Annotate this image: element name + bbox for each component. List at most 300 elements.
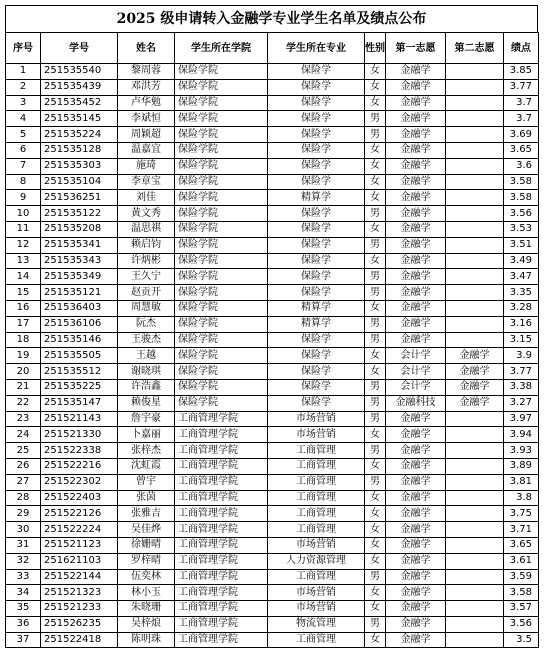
table-row <box>6 458 539 474</box>
cell-major: 保险学 <box>268 253 365 269</box>
cell-name: 赖俊星 <box>118 395 175 411</box>
cell-seq: 34 <box>6 585 41 601</box>
cell-first-choice: 金融学 <box>386 174 446 190</box>
cell-name: 詹宇豪 <box>118 411 175 427</box>
cell-name: 施琦 <box>118 158 175 174</box>
cell-gender: 男 <box>365 411 386 427</box>
cell-seq: 3 <box>6 95 41 111</box>
cell-college: 保险学院 <box>175 269 268 285</box>
cell-second-choice <box>446 332 504 348</box>
cell-college: 保险学院 <box>175 79 268 95</box>
cell-name: 卜嘉丽 <box>118 427 175 443</box>
cell-seq: 19 <box>6 348 41 364</box>
table-row <box>6 569 539 585</box>
cell-gender: 男 <box>365 569 386 585</box>
cell-seq: 9 <box>6 190 41 206</box>
cell-second-choice <box>446 411 504 427</box>
cell-college: 保险学院 <box>175 332 268 348</box>
cell-major: 工商管理 <box>268 506 365 522</box>
cell-major: 保险学 <box>268 158 365 174</box>
cell-first-choice: 金融学 <box>386 474 446 490</box>
cell-first-choice: 金融学 <box>386 569 446 585</box>
cell-second-choice <box>446 506 504 522</box>
cell-college: 工商管理学院 <box>175 616 268 632</box>
cell-first-choice: 金融学 <box>386 616 446 632</box>
cell-first-choice: 金融学 <box>386 506 446 522</box>
cell-student-id: 251621103 <box>41 553 118 569</box>
cell-student-id: 251521233 <box>41 601 118 617</box>
cell-major: 保险学 <box>268 95 365 111</box>
cell-seq: 31 <box>6 537 41 553</box>
cell-name: 阮杰 <box>118 316 175 332</box>
cell-college: 保险学院 <box>175 64 268 80</box>
cell-college: 保险学院 <box>175 127 268 143</box>
cell-name: 张茵 <box>118 490 175 506</box>
cell-seq: 5 <box>6 127 41 143</box>
cell-second-choice <box>446 616 504 632</box>
cell-college: 工商管理学院 <box>175 443 268 459</box>
cell-second-choice <box>446 569 504 585</box>
table-row <box>6 490 539 506</box>
cell-college: 工商管理学院 <box>175 601 268 617</box>
cell-seq: 22 <box>6 395 41 411</box>
cell-second-choice <box>446 522 504 538</box>
cell-gender: 男 <box>365 269 386 285</box>
cell-student-id: 251535145 <box>41 111 118 127</box>
cell-gpa: 3.75 <box>504 506 539 522</box>
cell-gender: 女 <box>365 427 386 443</box>
cell-name: 李章宝 <box>118 174 175 190</box>
cell-student-id: 251536251 <box>41 190 118 206</box>
cell-name: 罗梓晴 <box>118 553 175 569</box>
cell-name: 朱晓珊 <box>118 601 175 617</box>
cell-first-choice: 金融学 <box>386 601 446 617</box>
cell-seq: 4 <box>6 111 41 127</box>
cell-second-choice <box>446 95 504 111</box>
cell-name: 王越 <box>118 348 175 364</box>
cell-seq: 17 <box>6 316 41 332</box>
cell-college: 保险学院 <box>175 111 268 127</box>
cell-gender: 女 <box>365 585 386 601</box>
cell-gpa: 3.85 <box>504 64 539 80</box>
cell-seq: 16 <box>6 300 41 316</box>
header-gpa: 绩点 <box>504 33 539 64</box>
cell-gpa: 3.81 <box>504 474 539 490</box>
cell-seq: 35 <box>6 601 41 617</box>
cell-gender: 女 <box>365 79 386 95</box>
table-row <box>6 237 539 253</box>
cell-college: 工商管理学院 <box>175 506 268 522</box>
cell-first-choice: 金融学 <box>386 458 446 474</box>
cell-gpa: 3.57 <box>504 601 539 617</box>
cell-major: 工商管理 <box>268 569 365 585</box>
cell-seq: 6 <box>6 142 41 158</box>
cell-first-choice: 金融学 <box>386 127 446 143</box>
cell-second-choice <box>446 174 504 190</box>
cell-major: 保险学 <box>268 364 365 380</box>
cell-seq: 28 <box>6 490 41 506</box>
table-row <box>6 221 539 237</box>
table-row <box>6 142 539 158</box>
cell-gender: 男 <box>365 285 386 301</box>
table-row <box>6 427 539 443</box>
cell-student-id: 251521143 <box>41 411 118 427</box>
cell-student-id: 251536106 <box>41 316 118 332</box>
cell-gpa: 3.97 <box>504 411 539 427</box>
table-row <box>6 285 539 301</box>
cell-seq: 15 <box>6 285 41 301</box>
cell-gender: 女 <box>365 537 386 553</box>
cell-gender: 女 <box>365 142 386 158</box>
cell-major: 市场营销 <box>268 601 365 617</box>
cell-major: 保险学 <box>268 111 365 127</box>
cell-second-choice <box>446 474 504 490</box>
cell-student-id: 251535122 <box>41 206 118 222</box>
cell-student-id: 251535128 <box>41 142 118 158</box>
cell-major: 精算学 <box>268 300 365 316</box>
cell-major: 保险学 <box>268 285 365 301</box>
header-student-id: 学号 <box>41 33 118 64</box>
cell-first-choice: 金融学 <box>386 64 446 80</box>
table-row <box>6 506 539 522</box>
cell-major: 市场营销 <box>268 427 365 443</box>
cell-college: 工商管理学院 <box>175 427 268 443</box>
cell-student-id: 251535208 <box>41 221 118 237</box>
cell-gpa: 3.59 <box>504 569 539 585</box>
cell-first-choice: 金融学 <box>386 585 446 601</box>
student-table <box>5 32 539 648</box>
cell-student-id: 251535452 <box>41 95 118 111</box>
cell-name: 李斌恒 <box>118 111 175 127</box>
cell-gender: 女 <box>365 632 386 648</box>
cell-gpa: 3.65 <box>504 537 539 553</box>
cell-college: 保险学院 <box>175 190 268 206</box>
cell-second-choice <box>446 127 504 143</box>
table-row <box>6 95 539 111</box>
cell-gender: 女 <box>365 158 386 174</box>
cell-first-choice: 金融学 <box>386 411 446 427</box>
cell-name: 张梓杰 <box>118 443 175 459</box>
cell-student-id: 251536403 <box>41 300 118 316</box>
cell-seq: 1 <box>6 64 41 80</box>
cell-major: 保险学 <box>268 79 365 95</box>
cell-college: 保险学院 <box>175 237 268 253</box>
cell-major: 保险学 <box>268 395 365 411</box>
cell-gpa: 3.93 <box>504 443 539 459</box>
cell-college: 保险学院 <box>175 379 268 395</box>
table-row <box>6 111 539 127</box>
cell-gender: 女 <box>365 364 386 380</box>
cell-first-choice: 金融学 <box>386 316 446 332</box>
cell-gpa: 3.53 <box>504 221 539 237</box>
cell-first-choice: 金融学 <box>386 206 446 222</box>
cell-gpa: 3.49 <box>504 253 539 269</box>
cell-seq: 27 <box>6 474 41 490</box>
cell-first-choice: 金融学 <box>386 490 446 506</box>
cell-seq: 20 <box>6 364 41 380</box>
cell-gender: 女 <box>365 458 386 474</box>
table-row <box>6 190 539 206</box>
cell-gpa: 3.38 <box>504 379 539 395</box>
cell-gpa: 3.56 <box>504 616 539 632</box>
cell-name: 王骏杰 <box>118 332 175 348</box>
cell-gpa: 3.9 <box>504 348 539 364</box>
cell-second-choice: 金融学 <box>446 395 504 411</box>
cell-first-choice: 金融学 <box>386 332 446 348</box>
cell-gender: 男 <box>365 443 386 459</box>
cell-major: 人力资源管理 <box>268 553 365 569</box>
cell-college: 保险学院 <box>175 253 268 269</box>
cell-seq: 25 <box>6 443 41 459</box>
cell-seq: 21 <box>6 379 41 395</box>
cell-first-choice: 金融学 <box>386 237 446 253</box>
cell-student-id: 251522216 <box>41 458 118 474</box>
header-row <box>6 33 539 64</box>
cell-second-choice <box>446 553 504 569</box>
cell-college: 保险学院 <box>175 95 268 111</box>
cell-first-choice: 会计学 <box>386 379 446 395</box>
cell-seq: 33 <box>6 569 41 585</box>
cell-second-choice <box>446 285 504 301</box>
cell-second-choice <box>446 427 504 443</box>
cell-first-choice: 金融学 <box>386 522 446 538</box>
header-major: 学生所在专业 <box>268 33 365 64</box>
cell-first-choice: 金融学 <box>386 269 446 285</box>
cell-seq: 29 <box>6 506 41 522</box>
cell-college: 保险学院 <box>175 364 268 380</box>
table-row <box>6 64 539 80</box>
table-row <box>6 443 539 459</box>
cell-major: 保险学 <box>268 142 365 158</box>
cell-name: 陈明珠 <box>118 632 175 648</box>
cell-major: 保险学 <box>268 206 365 222</box>
cell-first-choice: 金融学 <box>386 285 446 301</box>
cell-college: 保险学院 <box>175 395 268 411</box>
cell-gpa: 3.5 <box>504 632 539 648</box>
cell-first-choice: 金融学 <box>386 553 446 569</box>
cell-name: 曾宇 <box>118 474 175 490</box>
cell-first-choice: 金融学 <box>386 158 446 174</box>
cell-second-choice <box>446 79 504 95</box>
cell-college: 保险学院 <box>175 158 268 174</box>
cell-gender: 男 <box>365 206 386 222</box>
cell-second-choice <box>446 142 504 158</box>
cell-gender: 男 <box>365 127 386 143</box>
cell-college: 工商管理学院 <box>175 632 268 648</box>
cell-major: 工商管理 <box>268 522 365 538</box>
cell-major: 市场营销 <box>268 411 365 427</box>
cell-major: 工商管理 <box>268 632 365 648</box>
cell-major: 精算学 <box>268 316 365 332</box>
cell-name: 刘佳 <box>118 190 175 206</box>
cell-major: 保险学 <box>268 127 365 143</box>
cell-college: 工商管理学院 <box>175 585 268 601</box>
cell-student-id: 251522403 <box>41 490 118 506</box>
cell-first-choice: 会计学 <box>386 348 446 364</box>
cell-name: 温嘉宜 <box>118 142 175 158</box>
cell-student-id: 251535349 <box>41 269 118 285</box>
cell-first-choice: 金融科技 <box>386 395 446 411</box>
cell-second-choice <box>446 158 504 174</box>
cell-major: 工商管理 <box>268 458 365 474</box>
table-row <box>6 395 539 411</box>
cell-name: 卢华勉 <box>118 95 175 111</box>
cell-gpa: 3.77 <box>504 79 539 95</box>
cell-gender: 女 <box>365 522 386 538</box>
cell-gender: 女 <box>365 300 386 316</box>
cell-gender: 女 <box>365 553 386 569</box>
cell-first-choice: 金融学 <box>386 111 446 127</box>
cell-gender: 男 <box>365 474 386 490</box>
cell-college: 工商管理学院 <box>175 522 268 538</box>
cell-first-choice: 金融学 <box>386 253 446 269</box>
page-title: 2025 级申请转入金融学专业学生名单及绩点公布 <box>5 5 538 32</box>
cell-seq: 26 <box>6 458 41 474</box>
cell-second-choice <box>446 316 504 332</box>
table-row <box>6 348 539 364</box>
cell-college: 工商管理学院 <box>175 553 268 569</box>
cell-major: 保险学 <box>268 348 365 364</box>
cell-college: 工商管理学院 <box>175 474 268 490</box>
cell-student-id: 251535439 <box>41 79 118 95</box>
cell-gpa: 3.58 <box>504 585 539 601</box>
cell-name: 赖启钧 <box>118 237 175 253</box>
cell-major: 市场营销 <box>268 537 365 553</box>
cell-college: 工商管理学院 <box>175 537 268 553</box>
cell-student-id: 251535146 <box>41 332 118 348</box>
table-row <box>6 632 539 648</box>
cell-name: 伍奕林 <box>118 569 175 585</box>
cell-seq: 23 <box>6 411 41 427</box>
cell-student-id: 251535224 <box>41 127 118 143</box>
table-row <box>6 522 539 538</box>
cell-seq: 30 <box>6 522 41 538</box>
cell-gpa: 3.58 <box>504 190 539 206</box>
cell-gender: 女 <box>365 506 386 522</box>
cell-gpa: 3.16 <box>504 316 539 332</box>
cell-student-id: 251535303 <box>41 158 118 174</box>
cell-student-id: 251522302 <box>41 474 118 490</box>
cell-second-choice <box>446 443 504 459</box>
cell-second-choice <box>446 64 504 80</box>
cell-name: 王久宁 <box>118 269 175 285</box>
cell-first-choice: 金融学 <box>386 79 446 95</box>
table-row <box>6 174 539 190</box>
cell-name: 沈虹霞 <box>118 458 175 474</box>
table-row <box>6 206 539 222</box>
cell-student-id: 251535104 <box>41 174 118 190</box>
cell-gpa: 3.6 <box>504 158 539 174</box>
cell-second-choice <box>446 585 504 601</box>
cell-student-id: 251521123 <box>41 537 118 553</box>
cell-gpa: 3.28 <box>504 300 539 316</box>
cell-name: 邓洪芳 <box>118 79 175 95</box>
cell-gpa: 3.47 <box>504 269 539 285</box>
cell-major: 保险学 <box>268 332 365 348</box>
cell-seq: 37 <box>6 632 41 648</box>
table-row <box>6 537 539 553</box>
cell-gender: 男 <box>365 316 386 332</box>
cell-gender: 女 <box>365 601 386 617</box>
cell-gender: 女 <box>365 348 386 364</box>
cell-second-choice <box>446 221 504 237</box>
table-row <box>6 79 539 95</box>
cell-college: 保险学院 <box>175 206 268 222</box>
cell-college: 工商管理学院 <box>175 411 268 427</box>
cell-gpa: 3.15 <box>504 332 539 348</box>
table-row <box>6 300 539 316</box>
cell-student-id: 251535147 <box>41 395 118 411</box>
spreadsheet <box>5 5 538 648</box>
cell-gender: 女 <box>365 253 386 269</box>
cell-major: 保险学 <box>268 269 365 285</box>
cell-gender: 女 <box>365 95 386 111</box>
cell-second-choice <box>446 490 504 506</box>
cell-seq: 11 <box>6 221 41 237</box>
cell-college: 工商管理学院 <box>175 490 268 506</box>
cell-gender: 女 <box>365 190 386 206</box>
cell-major: 保险学 <box>268 379 365 395</box>
cell-major: 保险学 <box>268 221 365 237</box>
cell-gpa: 3.71 <box>504 522 539 538</box>
cell-college: 保险学院 <box>175 142 268 158</box>
cell-first-choice: 金融学 <box>386 537 446 553</box>
cell-name: 林小玉 <box>118 585 175 601</box>
cell-gender: 女 <box>365 64 386 80</box>
table-row <box>6 269 539 285</box>
cell-gpa: 3.7 <box>504 95 539 111</box>
cell-gender: 女 <box>365 221 386 237</box>
cell-seq: 32 <box>6 553 41 569</box>
cell-student-id: 251521323 <box>41 585 118 601</box>
header-name: 姓名 <box>118 33 175 64</box>
cell-college: 工商管理学院 <box>175 569 268 585</box>
table-row <box>6 332 539 348</box>
cell-college: 保险学院 <box>175 221 268 237</box>
cell-first-choice: 金融学 <box>386 142 446 158</box>
table-row <box>6 601 539 617</box>
cell-gpa: 3.89 <box>504 458 539 474</box>
cell-gpa: 3.35 <box>504 285 539 301</box>
table-row <box>6 474 539 490</box>
cell-gender: 男 <box>365 379 386 395</box>
table-row <box>6 316 539 332</box>
cell-major: 保险学 <box>268 174 365 190</box>
table-row <box>6 411 539 427</box>
cell-name: 温思祺 <box>118 221 175 237</box>
cell-seq: 18 <box>6 332 41 348</box>
cell-gender: 男 <box>365 237 386 253</box>
cell-student-id: 251535505 <box>41 348 118 364</box>
cell-gpa: 3.51 <box>504 237 539 253</box>
header-first-choice: 第一志愿 <box>386 33 446 64</box>
cell-seq: 12 <box>6 237 41 253</box>
cell-name: 张雅吉 <box>118 506 175 522</box>
cell-gpa: 3.61 <box>504 553 539 569</box>
cell-student-id: 251522224 <box>41 522 118 538</box>
cell-second-choice <box>446 206 504 222</box>
cell-name: 赵贡开 <box>118 285 175 301</box>
cell-name: 周慧敏 <box>118 300 175 316</box>
cell-college: 保险学院 <box>175 300 268 316</box>
cell-name: 黄文秀 <box>118 206 175 222</box>
cell-name: 谢晓琪 <box>118 364 175 380</box>
cell-second-choice <box>446 300 504 316</box>
table-row <box>6 585 539 601</box>
cell-student-id: 251522144 <box>41 569 118 585</box>
table-row <box>6 158 539 174</box>
cell-gender: 女 <box>365 490 386 506</box>
